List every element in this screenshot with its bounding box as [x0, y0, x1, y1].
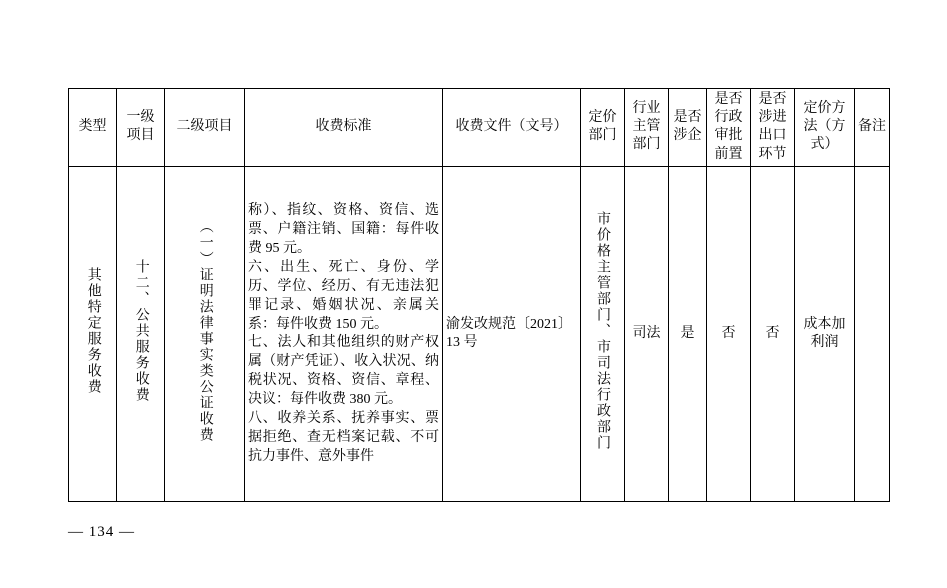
cell-type: 其他特定服务收费 [69, 167, 117, 502]
cell-level2: （一）证明法律事实类公证收费 [165, 167, 245, 502]
header-type: 类型 [69, 89, 117, 167]
header-industry-department: 行业主管部门 [625, 89, 669, 167]
header-fee-standard: 收费标准 [245, 89, 443, 167]
fee-standard-line: 七、法人和其他组织的财产权属（财产凭证）、收入状况、纳税状况、资格、资信、章程、决议：每件收费 380 元。 [248, 335, 439, 408]
fee-standard-line: 八、收养关系、抚养事实、票据拒绝、查无档案记载、不可抗力事件、意外事件 [248, 411, 439, 464]
cell-industry-department: 司法 [625, 167, 669, 502]
page-number: — 134 — [68, 524, 135, 540]
header-fee-document: 收费文件（文号） [443, 89, 581, 167]
header-import-export: 是否涉进出口环节 [751, 89, 795, 167]
header-admin-approval: 是否行政审批前置 [707, 89, 751, 167]
cell-fee-document: 渝发改规范〔2021〕13 号 [443, 167, 581, 502]
fee-standard-table [68, 88, 890, 502]
header-pricing-method: 定价方法（方式） [795, 89, 855, 167]
header-level2: 二级项目 [165, 89, 245, 167]
header-level1: 一级项目 [117, 89, 165, 167]
cell-admin-approval: 否 [707, 167, 751, 502]
cell-level1: 十二、公共服务收费 [117, 167, 165, 502]
cell-remark [855, 167, 890, 502]
cell-pricing-method: 成本加利润 [795, 167, 855, 502]
table-row [69, 167, 890, 502]
fee-standard-line: 六、出生、死亡、身份、学历、学位、经历、有无违法犯罪记录、婚姻状况、亲属关系：每件收费 150 元。 [248, 259, 439, 332]
cell-involves-enterprise: 是 [669, 167, 707, 502]
header-pricing-department: 定价部门 [581, 89, 625, 167]
cell-import-export: 否 [751, 167, 795, 502]
header-remark: 备注 [855, 89, 890, 167]
cell-pricing-department: 市价格主管部门、市司法行政部门 [581, 167, 625, 502]
table-header-row [69, 89, 890, 167]
cell-fee-standard [245, 167, 443, 502]
header-involves-enterprise: 是否涉企 [669, 89, 707, 167]
fee-standard-line: 称）、指纹、资格、资信、选票、户籍注销、国籍：每件收费 95 元。 [248, 203, 439, 256]
